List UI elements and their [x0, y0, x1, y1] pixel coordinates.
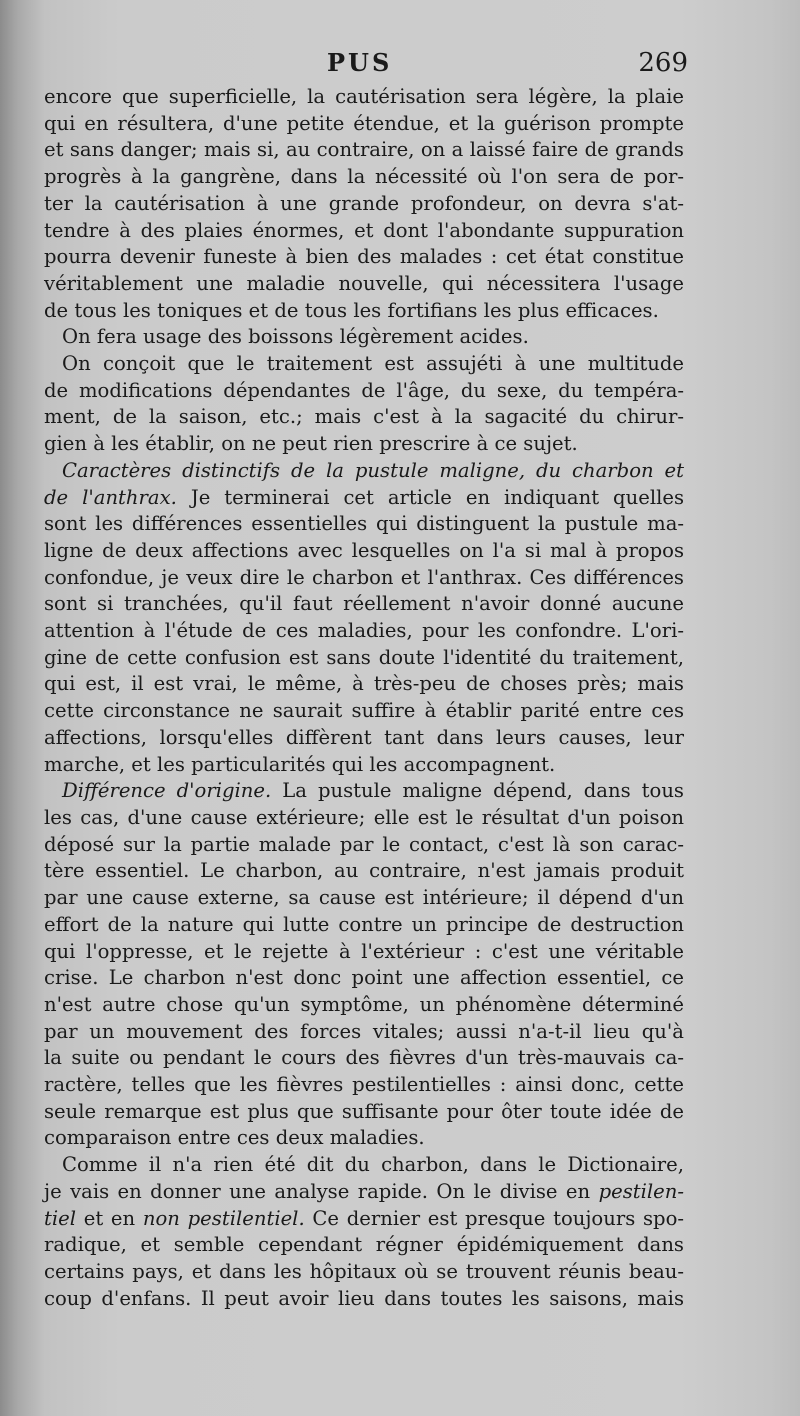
text-line: qui est, il est vrai, le même, à très-peu de choses près; mais	[44, 672, 684, 696]
text-line: de l'anthrax. Je terminerai cet article en indiquant quelles	[44, 485, 685, 509]
text-line: marche, et les particularités qui les accompagnent.	[44, 752, 556, 776]
italic-term: pestilen-	[598, 1179, 684, 1203]
text-line: certains pays, et dans les hôpitaux où se trouvent réunis beau-	[44, 1259, 684, 1283]
text-line: affections, lorsqu'elles diffèrent tant dans leurs causes, leur	[44, 725, 684, 749]
text-line: gine de cette confusion est sans doute l'identité du traitement,	[44, 645, 684, 669]
text-line: de modifications dépendantes de l'âge, du sexe, du tempéra-	[44, 378, 684, 402]
text-line: radique, et semble cependant régner épidémiquement dans	[44, 1233, 684, 1257]
text-line: déposé sur la partie malade par le contact, c'est là son carac-	[44, 832, 684, 856]
paragraph-start: Comme il n'a rien été dit du charbon, dans le Dictionaire,	[62, 1153, 684, 1177]
paragraph-start: Différence d'origine. La pustule maligne dépend, dans tous	[62, 779, 684, 803]
text-line: et sans danger; mais si, au contraire, on a laissé faire de grands	[44, 138, 684, 162]
running-head: PUS	[327, 48, 393, 77]
text-line: tère essentiel. Le charbon, au contraire, n'est jamais produit	[44, 859, 684, 883]
text-line: véritablement une maladie nouvelle, qui nécessitera l'usage	[44, 271, 684, 295]
text-line: coup d'enfans. Il peut avoir lieu dans toutes les saisons, mais	[44, 1286, 684, 1310]
text-line: n'est autre chose qu'un symptôme, un phénomène déterminé	[44, 992, 684, 1016]
text-line: tiel et en non pestilentiel. Ce dernier est presque toujours spo-	[44, 1206, 685, 1230]
text-line: confondue, je veux dire le charbon et l'anthrax. Ces différences	[44, 565, 684, 589]
text-line: encore que superficielle, la cautérisation sera légère, la plaie	[44, 85, 684, 108]
text-line: par une cause externe, sa cause est intérieure; il dépend d'un	[44, 886, 684, 910]
text-line: attention à l'étude de ces maladies, pour les confondre. L'ori-	[44, 619, 684, 643]
text-line: pourra devenir funeste à bien des malades : cet état constitue	[44, 245, 684, 269]
text-line: la suite ou pendant le cours des fièvres d'un très-mauvais ca-	[44, 1046, 684, 1070]
paragraph-start: On fera usage des boissons légèrement acides.	[62, 325, 529, 349]
section-heading: Différence d'origine.	[62, 779, 272, 803]
text-line: gien à les établir, on ne peut rien prescrire à ce sujet.	[44, 432, 578, 456]
text-line: crise. Le charbon n'est donc point une affection essentiel, ce	[44, 966, 684, 990]
text-line: qui l'oppresse, et le rejette à l'extérieur : c'est une véritable	[44, 939, 684, 963]
text-line: ter la cautérisation à une grande profondeur, on devra s'at-	[44, 191, 684, 215]
text-line: ment, de la saison, etc.; mais c'est à la sagacité du chirur-	[44, 405, 684, 429]
text-line: je vais en donner une analyse rapide. On le divise en pestilen-	[44, 1179, 684, 1203]
text-line: ligne de deux affections avec lesquelles on l'a si mal à propos	[44, 538, 684, 562]
text-line: de tous les toniques et de tous les fortifians les plus efficaces.	[44, 298, 659, 322]
page-header	[0, 48, 800, 80]
text-line: progrès à la gangrène, dans la nécessité où l'on sera de por-	[44, 165, 684, 189]
text-line: sont si tranchées, qu'il faut réellement n'avoir donné aucune	[44, 592, 684, 616]
section-heading-line: Caractères distinctifs de la pustule maligne, du charbon et	[62, 458, 684, 482]
text-line: seule remarque est plus que suffisante pour ôter toute idée de	[44, 1099, 684, 1123]
section-heading-end: de l'anthrax.	[44, 485, 177, 509]
page-body	[44, 84, 684, 1312]
page-number: 269	[638, 48, 688, 78]
text-line: tendre à des plaies énormes, et dont l'abondante suppuration	[44, 218, 684, 242]
text-line: par un mouvement des forces vitales; aussi n'a-t-il lieu qu'à	[44, 1019, 684, 1043]
italic-term: non pestilentiel.	[142, 1206, 305, 1230]
text-line: cette circonstance ne saurait suffire à établir parité entre ces	[44, 699, 684, 723]
italic-term: tiel	[44, 1206, 77, 1230]
text-line: les cas, d'une cause extérieure; elle est le résultat d'un poison	[44, 805, 684, 829]
text-line: qui en résultera, d'une petite étendue, et la guérison prompte	[44, 111, 684, 135]
paragraph-start: On conçoit que le traitement est assujéti à une multitude	[62, 352, 684, 376]
text-line: effort de la nature qui lutte contre un principe de destruction	[44, 912, 684, 936]
text-line: comparaison entre ces deux maladies.	[44, 1126, 425, 1150]
text-line: ractère, telles que les fièvres pestilentielles : ainsi donc, cette	[44, 1073, 684, 1097]
text-line: sont les différences essentielles qui distinguent la pustule ma-	[44, 512, 684, 536]
